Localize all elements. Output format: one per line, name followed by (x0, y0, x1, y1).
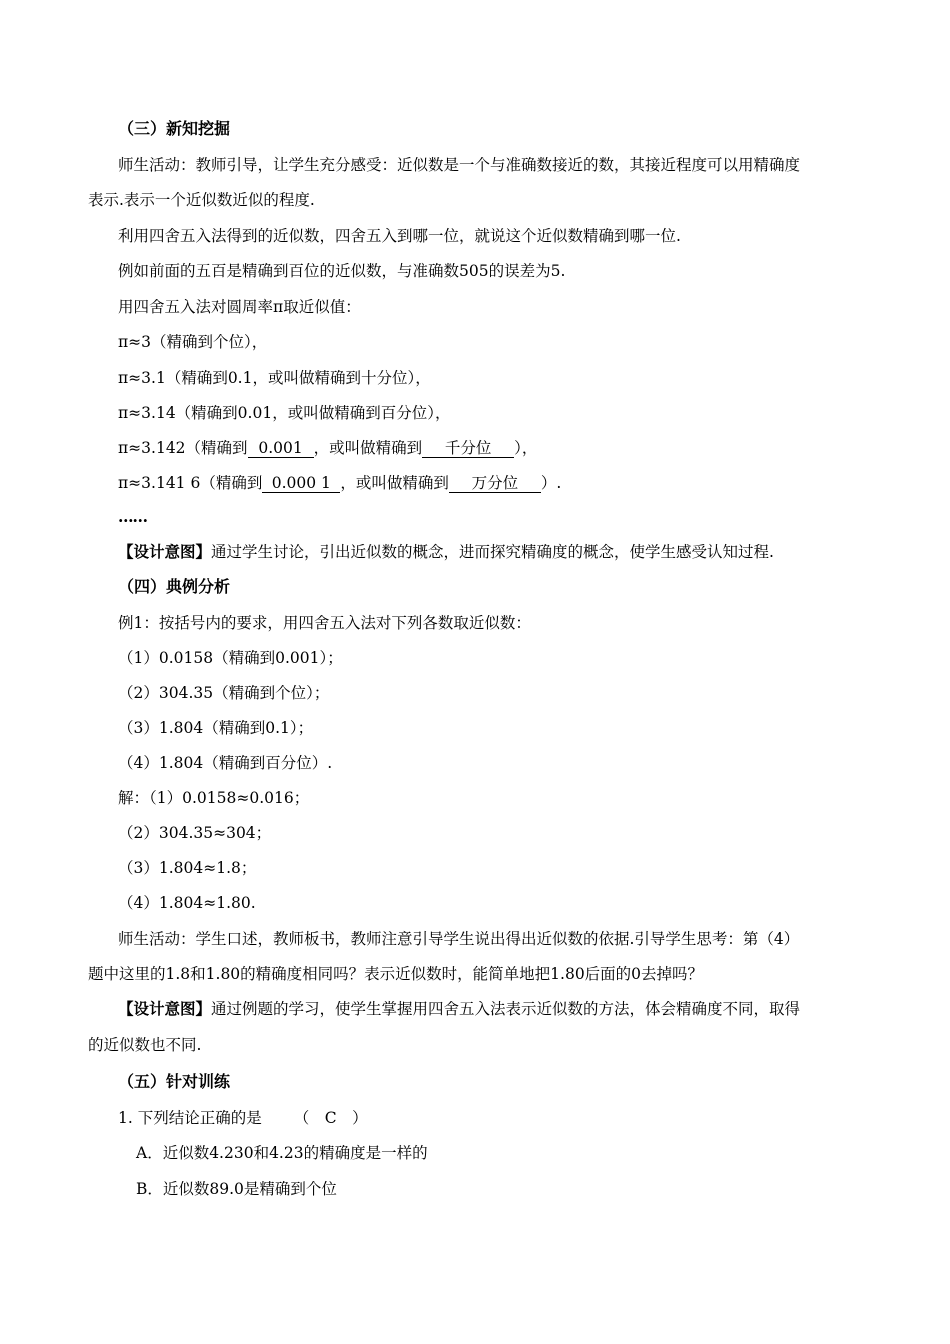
pi4-prefix: π≈3.142（精确到 (118, 439, 248, 457)
design-intent-3 (118, 541, 774, 563)
pi-approx-4 (118, 437, 537, 459)
pi4-blank-precision: 0.001 (248, 439, 314, 458)
example-question-2: （2）304.35（精确到个位）； (118, 684, 330, 702)
pi-approx-3: π≈3.14（精确到0.01，或叫做精确到百分位）， (118, 404, 451, 422)
paragraph-pi-intro: 用四舍五入法对圆周率π取近似值： (118, 298, 361, 316)
example-question-4: （4）1.804（精确到百分位）. (118, 754, 333, 772)
ellipsis: …… (118, 507, 147, 526)
paragraph-activity-line2: 表示.表示一个近似数近似的程度. (88, 191, 315, 209)
exercise-1-option-b: B．近似数89.0是精确到个位 (136, 1180, 337, 1198)
section-4-heading: （四）典例分析 (118, 577, 231, 596)
pi-approx-2: π≈3.1（精确到0.1，或叫做精确到十分位）， (118, 369, 431, 387)
exercise-1-answer: （ C ） (293, 1109, 368, 1127)
paragraph-rounding-rule: 利用四舍五入法得到的近似数，四舍五入到哪一位，就说这个近似数精确到哪一位. (118, 227, 681, 245)
pi5-suffix: ）. (540, 474, 562, 492)
design-intent-tag: 【设计意图】 (118, 542, 212, 561)
solution-2: （2）304.35≈304； (118, 824, 272, 842)
example-question-1: （1）0.0158（精确到0.001）； (118, 649, 343, 667)
solution-1: 解：（1）0.0158≈0.016； (118, 789, 310, 807)
example-1-label: 例1 (118, 614, 144, 632)
activity-line2: 题中这里的1.8和1.80的精确度相同吗？表示近似数时，能简单地把1.80后面的0去掉吗？ (88, 965, 704, 983)
section-5-heading: （五）针对训练 (118, 1072, 231, 1091)
example-1-text: ：按括号内的要求，用四舍五入法对下列各数取近似数： (143, 614, 531, 632)
solution-4: （4）1.804≈1.80. (118, 894, 256, 912)
pi-approx-1: π≈3（精确到个位）， (118, 333, 268, 351)
paragraph-activity-line1: 师生活动：教师引导，让学生充分感受：近似数是一个与准确数接近的数，其接近程度可以用精确度 (118, 156, 801, 174)
example-1-stem (118, 612, 531, 634)
pi-approx-5 (118, 472, 561, 494)
design-intent-4-line2: 的近似数也不同. (88, 1036, 202, 1054)
pi5-blank-place: 万分位 (449, 474, 541, 493)
pi4-suffix: ）， (514, 439, 538, 457)
pi5-mid: ，或叫做精确到 (340, 474, 449, 492)
pi5-blank-precision: 0.000 1 (262, 474, 340, 493)
design-intent-text: 通过例题的学习，使学生掌握用四舍五入法表示近似数的方法，体会精确度不同，取得 (211, 1000, 801, 1018)
exercise-1-question: 1. 下列结论正确的是 (118, 1109, 262, 1127)
design-intent-4-line1 (118, 998, 800, 1020)
exercise-1-stem (118, 1107, 368, 1129)
solution-3: （3）1.804≈1.8； (118, 859, 257, 877)
section-3-heading: （三）新知挖掘 (118, 119, 231, 138)
pi4-blank-place: 千分位 (422, 439, 514, 458)
design-intent-tag: 【设计意图】 (118, 999, 212, 1018)
example-question-3: （3）1.804（精确到0.1）； (118, 719, 314, 737)
activity-line1: 师生活动：学生口述，教师板书，教师注意引导学生说出得出近似数的依据.引导学生思考：第（4） (118, 930, 800, 948)
exercise-1-option-a: A．近似数4.230和4.23的精确度是一样的 (136, 1144, 428, 1162)
pi4-mid: ，或叫做精确到 (313, 439, 423, 457)
paragraph-example-500: 例如前面的五百是精确到百位的近似数，与准确数505的误差为5. (118, 262, 566, 280)
design-intent-text: 通过学生讨论，引出近似数的概念，进而探究精确度的概念，使学生感受认知过程. (211, 543, 774, 561)
pi5-prefix: π≈3.141 6（精确到 (118, 474, 263, 492)
